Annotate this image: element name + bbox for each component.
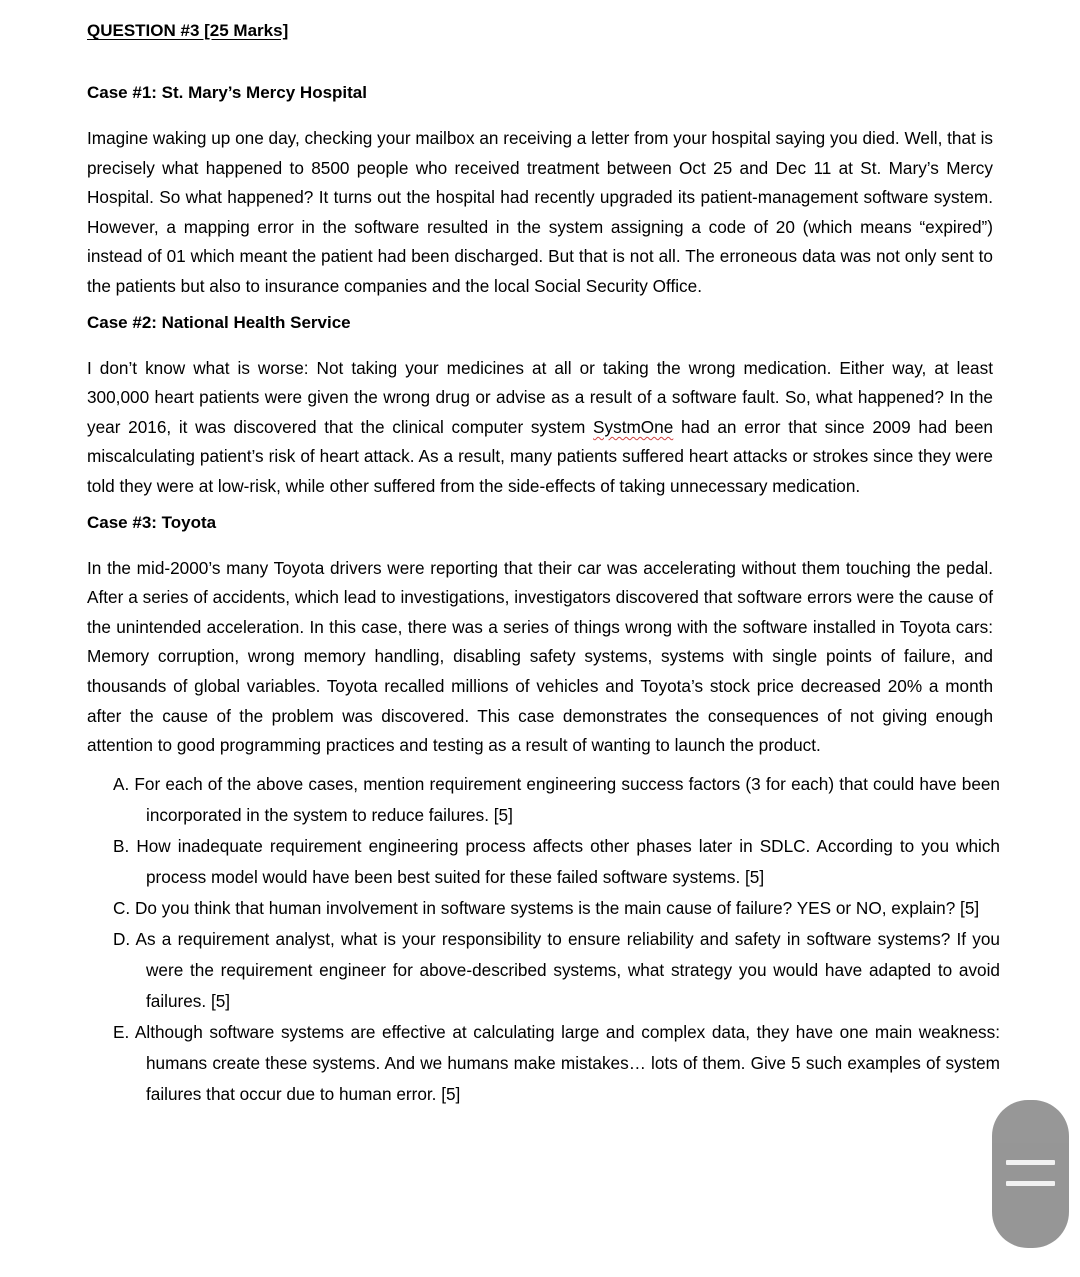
question-list (87, 769, 1000, 1110)
case-2-text (87, 354, 993, 502)
document-page (87, 18, 1000, 1110)
case-3-title: Case #3: Toyota (87, 512, 217, 532)
question-c-text: Do you think that human involvement in software systems is the main cause of failure? YES or NO, explain? [5] (134, 897, 980, 918)
question-c-letter: C. (113, 897, 131, 918)
case-2-text-before: I don’t know what is worse: Not taking your medicines at all or taking the wrong medication. Either way, at least 300,000 heart patients were given the wrong drug or advise as a result of a software fault. So, what happened? In the year 2016, it was discovered that the clinical computer system (87, 357, 993, 437)
question-b-letter: B. (113, 835, 130, 856)
grip-line-icon (1006, 1160, 1055, 1165)
question-e-letter: E. (113, 1021, 130, 1042)
question-b-text: How inadequate requirement engineering process affects other phases later in SDLC. According to you which process model would have been best suited for these failed software systems. [5] (136, 835, 1000, 887)
question-item-a (54, 769, 1000, 831)
case-2-text-after: had an error that since 2009 had been miscalculating patient’s risk of heart attack. As a result, many patients suffered heart attacks or strokes since they were told they were at low-risk, while other suffered from the side-effects of taking unnecessary medication. (87, 416, 993, 496)
question-a-text: For each of the above cases, mention requirement engineering success factors (3 for each) that could have been incorporated in the system to reduce failures. [5] (134, 773, 1000, 825)
spellcheck-flagged-word[interactable]: SystmOne (593, 416, 674, 437)
scroll-handle[interactable] (992, 1100, 1069, 1248)
question-e-text: Although software systems are effective at calculating large and complex data, they have one main weakness: humans create these systems. And we humans make mistakes… lots of them. Give 5 such examples of system failures that occur due to human error. [5] (134, 1021, 1000, 1104)
case-3-text: In the mid-2000’s many Toyota drivers were reporting that their car was accelerating without them touching the pedal. After a series of accidents, which lead to investigations, investigators discovered that software errors were the cause of the unintended acceleration. In this case, there was a series of things wrong with the software installed in Toyota cars: Memory corruption, wrong memory handling, disabling safety systems, systems with single points of failure, and thousands of global variables. Toyota recalled millions of vehicles and Toyota’s stock price decreased 20% a month after the cause of the problem was discovered. This case demonstrates the consequences of not giving enough attention to good programming practices and testing as a result of wanting to launch the product. (87, 557, 993, 756)
case-1-title: Case #1: St. Mary’s Mercy Hospital (87, 83, 367, 102)
question-item-d (54, 924, 1000, 1017)
question-d-letter: D. (113, 928, 131, 949)
question-item-c (54, 893, 1000, 924)
grip-line-icon (1006, 1181, 1055, 1186)
question-item-b (54, 831, 1000, 893)
question-d-text: As a requirement analyst, what is your responsibility to ensure reliability and safety in software systems? If you were the requirement engineer for above-described systems, what strategy you would have adapted to avoid failures. [5] (135, 928, 1000, 1011)
case-2-title: Case #2: National Health Service (87, 312, 351, 332)
question-heading: QUESTION #3 [25 Marks] (87, 21, 289, 40)
question-a-letter: A. (113, 773, 130, 794)
case-1-text: Imagine waking up one day, checking your mailbox an receiving a letter from your hospital saying you died. Well, that is precisely what happened to 8500 people who received treatment between Oct 25 and Dec 11 at St. Mary’s Mercy Hospital. So what happened? It turns out the hospital had recently upgraded its patient-management software system. However, a mapping error in the software resulted in the system assigning a code of 20 (which means “expired”) instead of 01 which meant the patient had been discharged. But that is not all. The erroneous data was not only sent to the patients but also to insurance companies and the local Social Security Office. (87, 128, 994, 296)
question-item-e (54, 1017, 1000, 1110)
